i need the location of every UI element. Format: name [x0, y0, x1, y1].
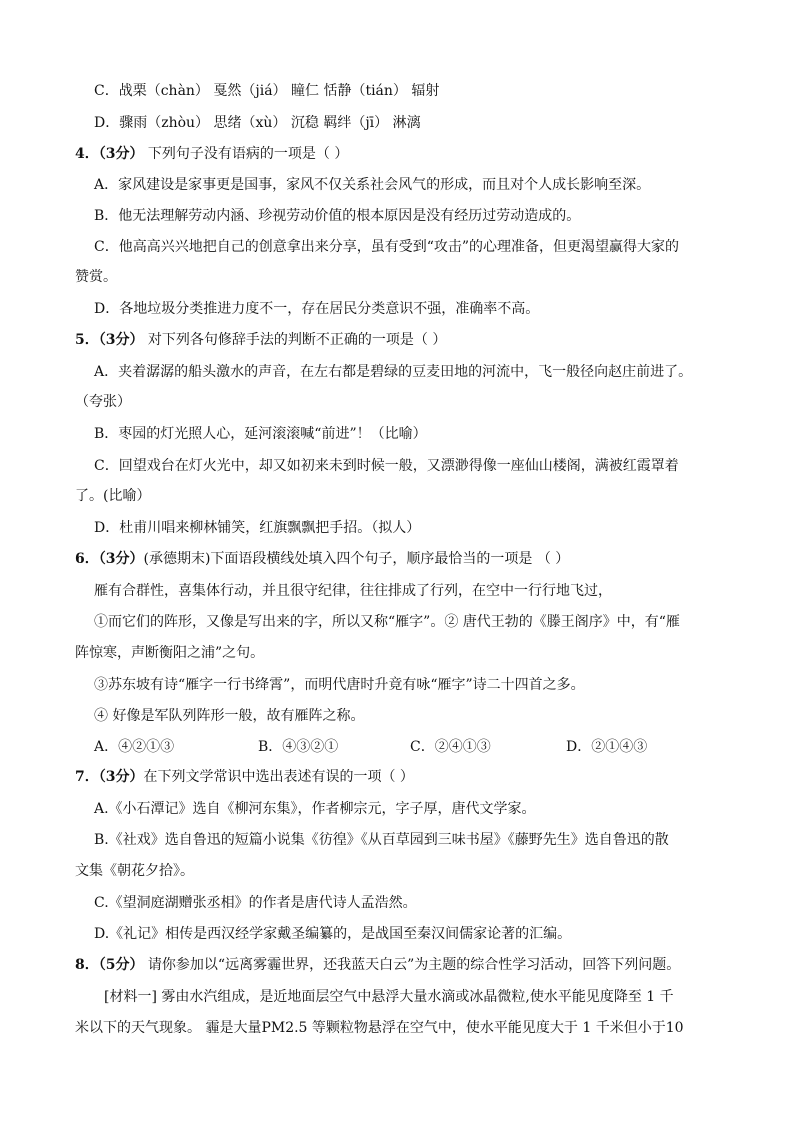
q4-stem [75, 144, 348, 164]
q4-option-c-line2: 赞赏。 [75, 269, 117, 285]
q6-option-c: C．②④①③ [410, 739, 491, 755]
q4-number: 4．（3分） [75, 146, 144, 162]
q6-number: 6．（3分） [75, 551, 144, 567]
q5-stem [75, 330, 446, 350]
q7-stem [75, 767, 414, 787]
q8-material1-line2: 米以下的天气现象。 霾是大量PM2.5 等颗粒物悬浮在空气中，使水平能见度大于 1 千米但小于10 [75, 1020, 684, 1036]
q5-option-b: B．枣园的灯光照人心，延河滚滚喊“前进”！（比喻） [94, 426, 427, 442]
q7-number: 7．（3分） [75, 769, 144, 785]
q5-option-d: D．杜甫川唱来柳林铺笑，红旗飘飘把手招。（拟人） [94, 520, 421, 536]
q5-text: 对下列各句修辞手法的判断不正确的一项是（ ） [143, 332, 447, 348]
q4-option-c-line1: C．他高高兴兴地把自己的创意拿出来分享，虽有受到“攻击”的心理准备，但更渴望赢得大家的 [94, 239, 680, 255]
q7-option-b-line1: B.《社戏》选自鲁迅的短篇小说集《彷徨》《从百草园到三味书屋》《藤野先生》选自鲁迅的散 [94, 832, 669, 848]
q4-option-d: D．各地垃圾分类推进力度不一，存在居民分类意识不强，准确率不高。 [94, 301, 540, 317]
q4-option-a: A．家风建设是家事更是国事，家风不仅关系社会风气的形成，而且对个人成长影响至深。 [94, 177, 651, 193]
q6-passage-line1: 雁有合群性，喜集体行动，并且很守纪律，往往排成了行列，在空中一行行地飞过， [94, 583, 612, 599]
q5-option-c-line1: C．回望戏台在灯火光中，却又如初来未到时候一般，又漂渺得像一座仙山楼阁，满被红霞罩着 [94, 458, 679, 474]
q6-passage-line5: ④ 好像是军队列阵形一般，故有雁阵之称。 [94, 708, 365, 724]
q5-option-a-line1: A．夹着潺潺的船头激水的声音，在左右都是碧绿的豆麦田地的河流中，飞一般径向赵庄前进了。 [94, 364, 693, 380]
q6-stem [75, 549, 569, 569]
q8-stem [75, 955, 680, 975]
q3-option-c: C．战栗（chàn） 戛然（jiá） 瞳仁 恬静（tián） 辐射 [94, 83, 440, 99]
q8-number: 8．（5分） [75, 957, 144, 973]
q5-number: 5．（3分） [75, 332, 144, 348]
q8-material1-line1: [材料一] 雾由水汽组成，是近地面层空气中悬浮大量水滴或冰晶微粒,使水平能见度降至 1 千 [104, 989, 674, 1005]
q3-option-d: D．骤雨（zhòu） 思绪（xù） 沉稳 羁绊（jī） 淋漓 [94, 115, 421, 131]
q5-option-a-line2: （夸张） [75, 394, 131, 410]
q4-option-b: B．他无法理解劳动内涵、珍视劳动价值的根本原因是没有经历过劳动造成的。 [94, 208, 581, 224]
q6-passage-line4: ③苏东坡有诗“雁字一行书绛霄”，而明代唐时升竟有咏“雁字”诗二十四首之多。 [94, 677, 585, 693]
q6-options [94, 737, 647, 757]
q7-option-a: A.《小石潭记》选自《柳河东集》，作者柳宗元，字子厚，唐代文学家。 [94, 801, 536, 817]
q7-option-b-line2: 文集《朝花夕拾》。 [75, 863, 194, 879]
q6-option-d: D．②①④③ [566, 739, 648, 755]
q7-text: 在下列文学常识中选出表述有误的一项（ ） [143, 769, 414, 785]
q7-option-c: C.《望洞庭湖赠张丞相》的作者是唐代诗人孟浩然。 [94, 895, 417, 911]
q6-option-a: A．④②①③ [94, 739, 175, 755]
q5-option-c-line2: 了。(比喻） [75, 488, 151, 504]
q8-text: 请你参加以“远离雾霾世界，还我蓝天白云”为主题的综合性学习活动，回答下列问题。 [143, 957, 681, 973]
q7-option-d: D.《礼记》相传是西汉经学家戴圣编纂的，是战国至秦汉间儒家论著的汇编。 [94, 926, 572, 942]
q6-text: (承德期末)下面语段横线处填入四个句子，顺序最恰当的一项是 （ ） [143, 551, 570, 567]
q6-option-b: B．④③②① [258, 739, 339, 755]
q4-text: 下列句子没有语病的一项是（ ） [143, 146, 349, 162]
q6-passage-line3: 阵惊寒，声断衡阳之浦”之句。 [75, 645, 265, 661]
q6-passage-line2: ①而它们的阵形，又像是写出来的字，所以又称“雁字”。② 唐代王勃的《滕王阁序》中，有“雁 [94, 614, 680, 630]
